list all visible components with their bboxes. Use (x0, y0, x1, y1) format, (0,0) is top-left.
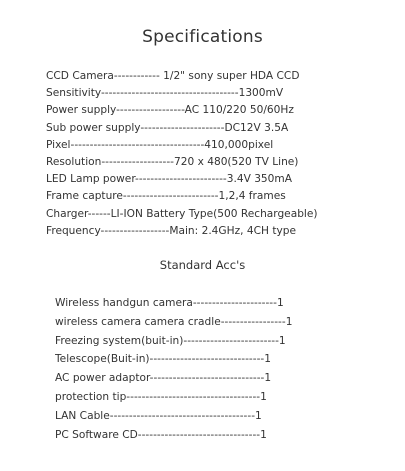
spec-list (46, 68, 366, 240)
accessories-list (55, 294, 355, 444)
spec-sub-power-supply: Sub power supply----------------------DC12V 3.5A (46, 121, 289, 134)
acc-camera-cradle: wireless camera camera cradle-----------------1 (55, 315, 293, 328)
acc-telescope: Telescope(Buit-in)------------------------------1 (55, 353, 271, 366)
spec-sensitivity: Sensitivity------------------------------------1300mV (46, 87, 284, 100)
spec-frame-capture: Frame capture-------------------------1,2,4 frames (46, 190, 286, 203)
acc-protection-tip: protection tip-----------------------------------1 (55, 390, 267, 403)
acc-pc-software-cd: PC Software CD--------------------------------1 (55, 428, 267, 441)
acc-wireless-handgun-camera: Wireless handgun camera----------------------1 (55, 297, 284, 309)
acc-ac-power-adaptor: AC power adaptor------------------------------1 (55, 372, 272, 385)
spec-resolution: Resolution-------------------720 x 480(520 TV Line) (46, 155, 299, 168)
acc-lan-cable: LAN Cable--------------------------------------1 (55, 409, 262, 422)
spec-ccd-camera: CCD Camera------------ 1/2" sony super HDA CCD (46, 70, 300, 82)
spec-led-lamp-power: LED Lamp power------------------------3.4V 350mA (46, 173, 292, 186)
spec-frequency: Frequency------------------Main: 2.4GHz, 4CH type (46, 224, 297, 237)
accessories-title: Standard Acc's (159, 258, 246, 272)
acc-freezing-system: Freezing system(buit-in)-------------------------1 (55, 334, 286, 347)
spec-charger: Charger------LI-ION Battery Type(500 Rechargeable) (46, 207, 318, 220)
spec-pixel: Pixel-----------------------------------410,000pixel (46, 138, 274, 151)
spec-power-supply: Power supply------------------AC 110/220 50/60Hz (46, 104, 294, 117)
page-title: Specifications (142, 27, 263, 47)
